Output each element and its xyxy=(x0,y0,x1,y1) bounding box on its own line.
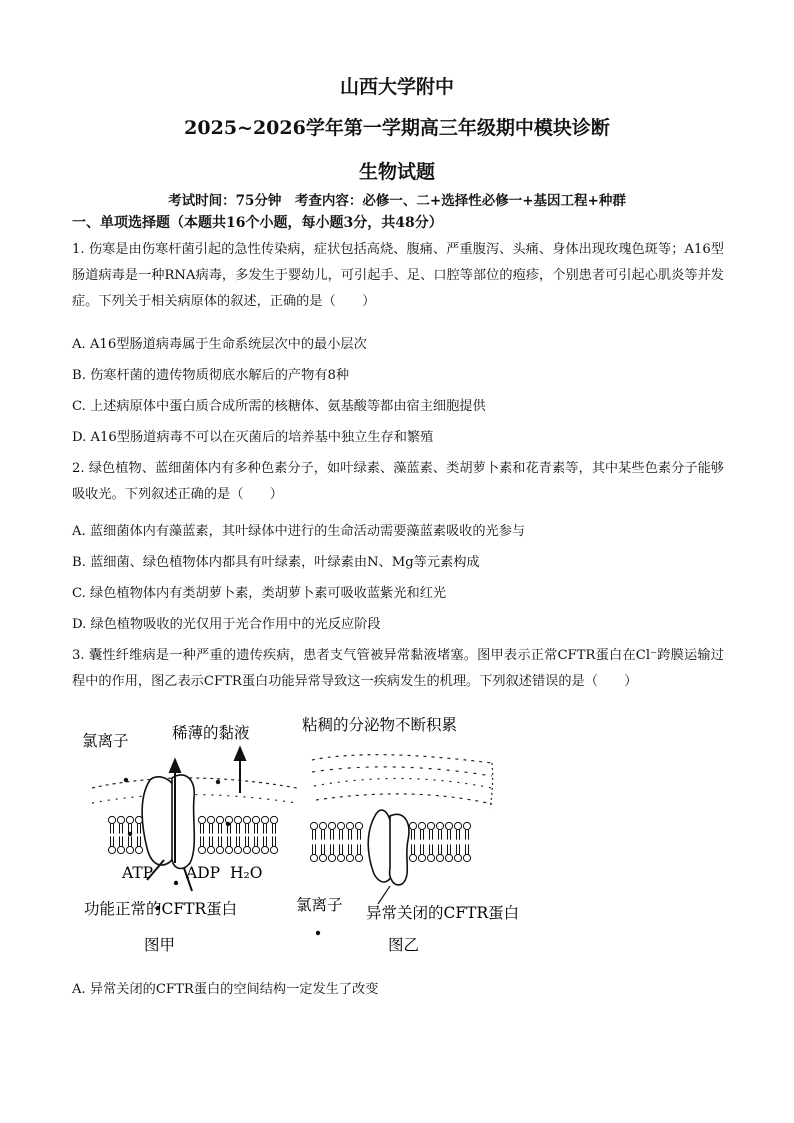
question-2-option-a: A. 蓝细菌体内有藻蓝素，其叶绿体中进行的生命活动需要藻蓝素吸收的光参与 xyxy=(72,524,526,539)
lipid-tail xyxy=(255,824,258,834)
lipid-head xyxy=(225,846,232,853)
lipid-tail xyxy=(210,836,213,846)
lipid-head xyxy=(427,822,434,829)
lipid-tail xyxy=(340,844,343,854)
lipid-tail xyxy=(219,824,222,834)
figure-a-caption: 图甲 xyxy=(144,936,176,954)
lipid-tail xyxy=(237,836,240,846)
question-2-option-d: D. 绿色植物吸收的光仅用于光合作用中的光反应阶段 xyxy=(72,617,381,632)
lipid-head xyxy=(243,816,250,823)
lipid-tail xyxy=(439,830,442,840)
lipid-tail xyxy=(430,844,433,854)
lipid-head xyxy=(445,854,452,861)
lipid-head xyxy=(463,854,470,861)
lipid-head xyxy=(234,816,241,823)
lipid-tail xyxy=(412,830,415,840)
lipid-tail xyxy=(219,836,222,846)
lipid-tail xyxy=(448,830,451,840)
lipid-head xyxy=(346,854,353,861)
question-2-option-b: B. 蓝细菌、绿色植物体内都具有叶绿素，叶绿素由N、Mg等元素构成 xyxy=(72,555,480,570)
lipid-head xyxy=(328,822,335,829)
lipid-tail xyxy=(246,824,249,834)
left-atp-label: ATP xyxy=(122,864,154,882)
lipid-head xyxy=(454,854,461,861)
lipid-head xyxy=(463,822,470,829)
lipid-head xyxy=(346,822,353,829)
question-3-stem: 3. 囊性纤维病是一种严重的遗传疾病，患者支气管被异常黏液堵塞。图甲表示正常CFTR蛋白在Cl⁻跨膜运输过程中的作用，图乙表示CFTR蛋白功能异常导致这一疾病发生的机理。下列叙述错误的是（ ） xyxy=(72,648,724,689)
question-1-option-b: B. 伤寒杆菌的遗传物质彻底水解后的产物有8种 xyxy=(72,368,350,383)
lipid-head xyxy=(234,846,241,853)
lipid-head xyxy=(126,816,133,823)
exam-title: 2025~2026学年第一学期高三年级期中模块诊断 xyxy=(184,117,610,139)
question-3-option-a: A. 异常关闭的CFTR蛋白的空间结构一定发生了改变 xyxy=(72,982,379,997)
lipid-tail xyxy=(340,830,343,840)
lipid-head xyxy=(126,846,133,853)
section-heading: 一、单项选择题（本题共16个小题，每小题3分，共48分） xyxy=(72,215,443,231)
question-1-option-a: A. A16型肠道病毒属于生命系统层次中的最小层次 xyxy=(72,337,367,352)
cftr-figure xyxy=(72,708,592,968)
lipid-head xyxy=(117,816,124,823)
lipid-tail xyxy=(313,844,316,854)
lipid-head xyxy=(319,854,326,861)
lipid-head xyxy=(328,854,335,861)
lipid-tail xyxy=(331,830,334,840)
lipid-tail xyxy=(448,844,451,854)
lipid-head xyxy=(207,816,214,823)
left-adp-label: ADP xyxy=(186,864,221,882)
subject-title: 生物试题 xyxy=(358,161,435,183)
lipid-head xyxy=(270,816,277,823)
school-title: 山西大学附中 xyxy=(339,76,454,98)
lipid-head xyxy=(261,816,268,823)
lipid-head xyxy=(252,846,259,853)
question-2-stem: 2. 绿色植物、蓝细菌体内有多种色素分子，如叶绿素、藻蓝素、类胡萝卜素和花青素等，其中某些色素分子能够吸收光。下列叙述正确的是（ ） xyxy=(72,461,724,502)
lipid-head xyxy=(355,854,362,861)
lipid-head xyxy=(418,822,425,829)
lipid-head xyxy=(198,816,205,823)
right-chloride-label: 氯离子 xyxy=(296,896,343,914)
question-1-stem: 1. 伤寒是由伤寒杆菌引起的急性传染病，症状包括高烧、腹痛、严重腹泻、头痛、身体出现玫瑰色斑等；A16型肠道病毒是一种RNA病毒，多发生于婴幼儿，可引起手、足、口腔等部位的疱疹，个别患者可引起心肌炎等并发症。下列关于相关病原体的叙述，正确的是（ ） xyxy=(72,242,724,309)
lipid-tail xyxy=(273,836,276,846)
lipid-head xyxy=(108,816,115,823)
lipid-tail xyxy=(349,830,352,840)
lipid-tail xyxy=(264,824,267,834)
lipid-tail xyxy=(129,836,132,846)
lipid-head xyxy=(216,816,223,823)
lipid-head xyxy=(319,822,326,829)
lipid-tail xyxy=(264,836,267,846)
lipid-head xyxy=(198,846,205,853)
lipid-head xyxy=(252,816,259,823)
lipid-tail xyxy=(111,824,114,834)
lipid-head xyxy=(216,846,223,853)
lipid-head xyxy=(436,822,443,829)
left-chloride-label: 氯离子 xyxy=(82,732,129,750)
lipid-tail xyxy=(313,830,316,840)
lipid-tail xyxy=(421,830,424,840)
lipid-tail xyxy=(201,836,204,846)
left-mucus-label: 稀薄的黏液 xyxy=(172,724,250,742)
question-2-option-c: C. 绿色植物体内有类胡萝卜素，类胡萝卜素可吸收蓝紫光和红光 xyxy=(72,586,447,601)
question-1-option-c: C. 上述病原体中蛋白质合成所需的核糖体、氨基酸等都由宿主细胞提供 xyxy=(72,399,486,414)
lipid-tail xyxy=(120,824,123,834)
lipid-tail xyxy=(331,844,334,854)
lipid-head xyxy=(310,822,317,829)
lipid-head xyxy=(135,846,142,853)
lipid-tail xyxy=(201,824,204,834)
lipid-tail xyxy=(322,844,325,854)
lipid-head xyxy=(108,846,115,853)
lipid-tail xyxy=(358,830,361,840)
lipid-head xyxy=(355,822,362,829)
lipid-tail xyxy=(237,824,240,834)
lipid-head xyxy=(436,854,443,861)
lipid-tail xyxy=(466,830,469,840)
lipid-tail xyxy=(120,836,123,846)
lipid-tail xyxy=(430,830,433,840)
lipid-tail xyxy=(457,830,460,840)
lipid-tail xyxy=(255,836,258,846)
lipid-head xyxy=(337,854,344,861)
lipid-head xyxy=(117,846,124,853)
lipid-tail xyxy=(349,844,352,854)
lipid-head xyxy=(409,822,416,829)
lipid-tail xyxy=(138,836,141,846)
lipid-tail xyxy=(439,844,442,854)
figure-b-caption: 图乙 xyxy=(388,936,420,954)
lipid-tail xyxy=(457,844,460,854)
lipid-head xyxy=(409,854,416,861)
right-secretion-label: 粘稠的分泌物不断积累 xyxy=(302,716,458,734)
lipid-tail xyxy=(246,836,249,846)
lipid-head xyxy=(445,822,452,829)
left-water-label: H₂O xyxy=(230,864,263,882)
lipid-tail xyxy=(421,844,424,854)
question-1-option-d: D. A16型肠道病毒不可以在灭菌后的培养基中独立生存和繁殖 xyxy=(72,430,434,445)
left-protein-label: 功能正常的CFTR蛋白 xyxy=(84,900,238,918)
lipid-head xyxy=(270,846,277,853)
cftr-figure-drawing xyxy=(72,708,592,968)
right-secretion xyxy=(312,755,493,808)
lipid-tail xyxy=(273,824,276,834)
lipid-tail xyxy=(358,844,361,854)
right-cftr-protein xyxy=(368,810,409,885)
lipid-tail xyxy=(138,824,141,834)
exam-meta: 考试时间：75分钟 考查内容：必修一、二+选择性必修一+基因工程+种群 xyxy=(168,193,626,209)
lipid-head xyxy=(337,822,344,829)
lipid-tail xyxy=(466,844,469,854)
lipid-head xyxy=(418,854,425,861)
lipid-head xyxy=(261,846,268,853)
lipid-head xyxy=(310,854,317,861)
lipid-tail xyxy=(412,844,415,854)
lipid-tail xyxy=(228,836,231,846)
lipid-head xyxy=(427,854,434,861)
lipid-head xyxy=(207,846,214,853)
lipid-head xyxy=(454,822,461,829)
lipid-tail xyxy=(210,824,213,834)
lipid-tail xyxy=(322,830,325,840)
left-cftr-protein xyxy=(142,775,194,869)
right-protein-label: 异常关闭的CFTR蛋白 xyxy=(366,904,520,922)
lipid-head xyxy=(243,846,250,853)
lipid-tail xyxy=(111,836,114,846)
